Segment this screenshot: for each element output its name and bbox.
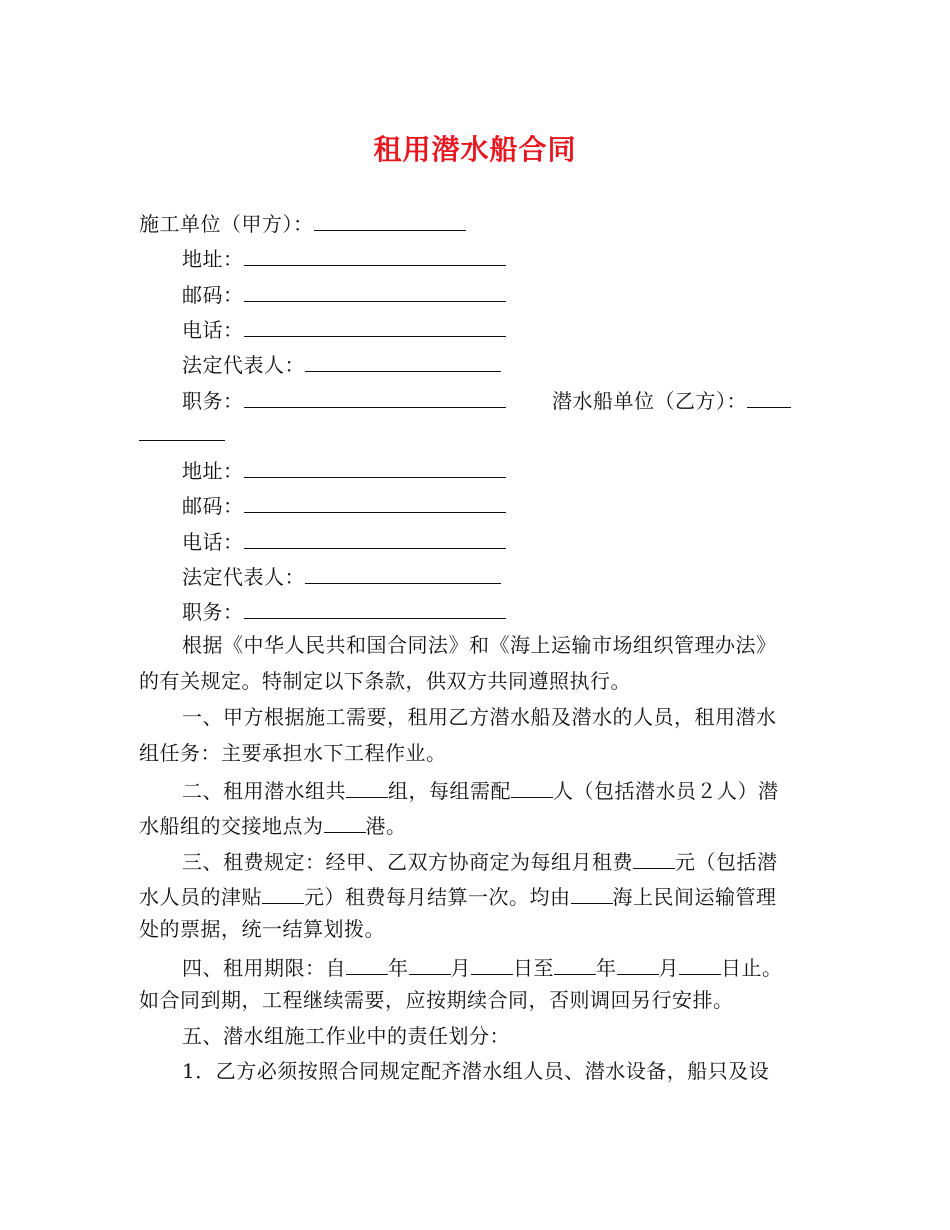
party-a-legal-rep-blank[interactable] [305, 349, 501, 372]
clause-4-year-2: 年 [596, 956, 617, 980]
clause-3-line-2 [139, 881, 777, 910]
clause-4-month-1: 月 [450, 956, 471, 980]
intro-line-2: 的有关规定。特制定以下条款，供双方共同遵照执行。 [139, 669, 631, 693]
allowance-blank[interactable] [262, 881, 304, 904]
admin-office-blank[interactable] [571, 881, 613, 904]
clause-4-month-2: 月 [658, 956, 679, 980]
clause-5-heading: 五、潜水组施工作业中的责任划分： [182, 1024, 510, 1048]
clause-2-text-b: 组，每组需配 [388, 779, 511, 803]
monthly-fee-blank[interactable] [633, 846, 675, 869]
party-b-position-blank[interactable] [244, 596, 506, 619]
end-month-blank[interactable] [617, 952, 659, 975]
party-a-phone-label: 电话： [182, 318, 244, 342]
intro-line-1: 根据《中华人民共和国合同法》和《海上运输市场组织管理办法》 [182, 633, 777, 657]
party-a-postcode-blank[interactable] [244, 279, 506, 302]
party-b-label: 潜水船单位（乙方）： [552, 389, 747, 413]
party-b-phone-line [182, 526, 506, 555]
party-a-line [139, 208, 466, 237]
clause-4-line-1 [182, 952, 783, 981]
party-b-line [552, 385, 791, 414]
party-a-address-label: 地址： [182, 247, 244, 271]
clause-4-day-end: 日止。 [721, 956, 783, 980]
party-b-phone-label: 电话： [182, 530, 244, 554]
party-a-name-blank[interactable] [314, 208, 466, 231]
clause-4-text-a: 四、租用期限：自 [182, 956, 346, 980]
party-b-postcode-label: 邮码： [182, 494, 244, 518]
clause-3-line-3: 处的票据，统一结算划拨。 [139, 917, 385, 941]
party-b-name-blank[interactable] [747, 385, 791, 408]
party-a-address-blank[interactable] [244, 243, 506, 266]
clause-3-text-2c: 海上民间运输管理 [612, 885, 777, 909]
party-b-legal-rep-blank[interactable] [305, 561, 501, 584]
clause-2-text-a: 二、租用潜水组共 [182, 779, 346, 803]
party-b-position-label: 职务： [182, 600, 244, 624]
start-month-blank[interactable] [409, 952, 451, 975]
clause-2-text-2a: 水船组的交接地点为 [139, 814, 324, 838]
clause-2-line-2 [139, 810, 407, 839]
clause-3-text-2b: 元）租费每月结算一次。均由 [304, 885, 571, 909]
clause-3-text-b: 元（包括潜 [675, 850, 778, 874]
end-day-blank[interactable] [679, 952, 721, 975]
party-b-name-blank-continued[interactable] [139, 418, 225, 441]
end-year-blank[interactable] [554, 952, 596, 975]
party-b-position-line [182, 596, 506, 625]
party-a-position-blank[interactable] [244, 385, 506, 408]
party-b-legal-rep-label: 法定代表人： [182, 565, 305, 589]
party-b-address-label: 地址： [182, 459, 244, 483]
party-a-position-line [182, 385, 506, 414]
party-a-legal-rep-line [182, 349, 501, 378]
party-b-postcode-line [182, 490, 506, 519]
party-b-name-blank-continued-line [139, 418, 225, 447]
party-a-legal-rep-label: 法定代表人： [182, 353, 305, 377]
clause-2-text-2b: 港。 [365, 814, 407, 838]
handover-port-blank[interactable] [324, 810, 366, 833]
clause-4-line-2: 如合同到期，工程继续需要，应按期续合同，否则调回另行安排。 [139, 988, 734, 1012]
clause-4-year-1: 年 [388, 956, 409, 980]
clause-3-text-a: 三、租费规定：经甲、乙双方协商定为每组月租费 [182, 850, 633, 874]
start-day-blank[interactable] [471, 952, 513, 975]
party-a-postcode-label: 邮码： [182, 283, 244, 307]
party-a-address-line [182, 243, 506, 272]
party-a-phone-line [182, 314, 506, 343]
party-b-phone-blank[interactable] [244, 526, 506, 549]
party-b-address-blank[interactable] [244, 455, 506, 478]
party-a-label: 施工单位（甲方）： [139, 212, 314, 236]
party-a-postcode-line [182, 279, 506, 308]
group-count-blank[interactable] [346, 775, 388, 798]
party-a-position-label: 职务： [182, 389, 244, 413]
clause-5-item-1: 1．乙方必须按照合同规定配齐潜水组人员、潜水设备，船只及设 [182, 1059, 770, 1083]
page-title: 租用潜水船合同 [373, 133, 577, 166]
clause-2-text-c: 人（包括潜水员２人）潜 [553, 779, 779, 803]
clause-4-day-to: 日至 [513, 956, 554, 980]
party-b-address-line [182, 455, 506, 484]
clause-3-line-1 [182, 846, 778, 875]
start-year-blank[interactable] [346, 952, 388, 975]
clause-1-line-2: 组任务：主要承担水下工程作业。 [139, 741, 447, 765]
clause-2-line-1 [182, 775, 779, 804]
party-b-legal-rep-line [182, 561, 501, 590]
party-b-postcode-blank[interactable] [244, 490, 506, 513]
clause-1-line-1: 一、甲方根据施工需要，租用乙方潜水船及潜水的人员，租用潜水 [182, 705, 777, 729]
persons-per-group-blank[interactable] [511, 775, 553, 798]
clause-3-text-2a: 水人员的津贴 [139, 885, 262, 909]
party-a-phone-blank[interactable] [244, 314, 506, 337]
